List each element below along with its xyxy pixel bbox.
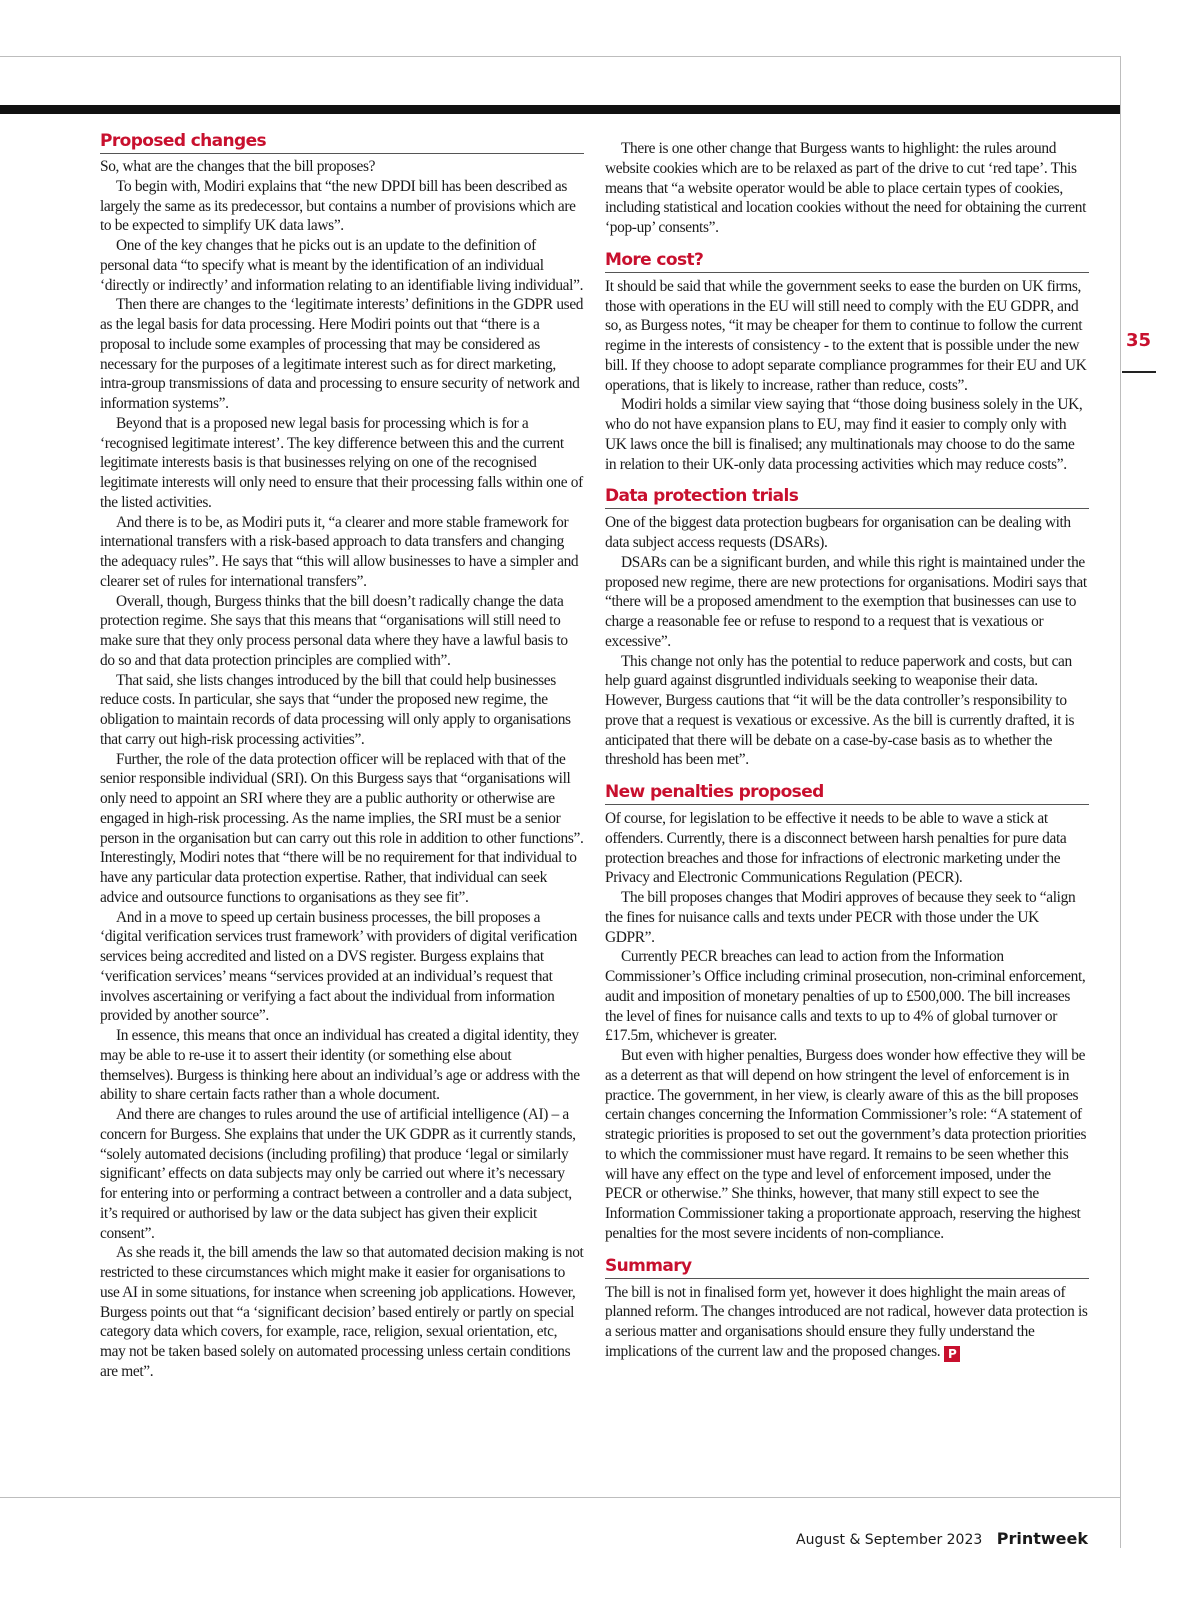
top-hairline <box>0 56 1120 57</box>
article-paragraph: And in a move to speed up certain business processes, the bill proposes a ‘digital verification services trust framework’ with providers of digital verification services being accredited and listed on a DVS register. Burgess explains that ‘verification services’ means “services provided at an individual’s request that involves ascertaining or verifying a fact about the individual from information provided by another source”. <box>100 908 577 1025</box>
bottom-hairline <box>0 1497 1120 1498</box>
article-paragraph: This change not only has the potential to reduce paperwork and costs, but can help guard against disgruntled individuals seeking to weaponise their data. However, Burgess cautions that “it will be the data controller’s responsibility to prove that a request is vexatious or excessive. As the bill is currently drafted, it is anticipated that there will be debate on a case-by-case basis as to whether the threshold has been met”. <box>605 652 1075 769</box>
article-paragraph: It should be said that while the government seeks to ease the burden on UK firms, those with operations in the EU will still need to comply with the EU GDPR, and so, as Burgess notes, “it may be cheaper for them to continue to follow the current regime in the interests of consistency - to the extent that is possible under the new bill. If they choose to adopt separate compliance programmes for their EU and UK operations, that is likely to increase, rather than reduce, costs”. <box>605 277 1087 394</box>
article-paragraph: Then there are changes to the ‘legitimate interests’ definitions in the GDPR used as the legal basis for data processing. Here Modiri points out that “there is a proposal to include some examples of processing that may be considered as necessary for the purposes of a legitimate interest such as for direct marketing, intra-group transmissions of data and processing to ensure security of network and information systems”. <box>100 296 584 412</box>
article-paragraph: So, what are the changes that the bill proposes? <box>100 158 376 175</box>
article-paragraph: But even with higher penalties, Burgess does wonder how effective they will be as a deterrent as that will depend on how stringent the level of enforcement is in practice. The government, in her view, is clearly aware of this as the bill proposes certain changes concerning the Information Commissioner’s role: “A statement of strategic priorities is proposed to set out the government’s data protection priorities to which the commissioner must have regard. It remains to be seen whether this will have any effect on the type and level of enforcement imposed, under the PECR or otherwise.” She thinks, however, that many still expect to see the Information Commissioner taking a proportionate approach, reserving the highest penalties for the most severe incidents of non-compliance. <box>605 1047 1087 1242</box>
page-number-rule <box>1122 371 1156 373</box>
page-number: 35 <box>1126 330 1152 351</box>
publication-name: Printweek <box>996 1529 1088 1548</box>
page-footer <box>796 1529 1088 1548</box>
article-paragraph: One of the biggest data protection bugbears for organisation can be dealing with data subject access requests (DSARs). <box>605 514 1071 551</box>
summary-paragraph <box>605 1283 1089 1362</box>
article-paragraph: Of course, for legislation to be effective it needs to be able to wave a stick at offenders. Currently, there is a disconnect between harsh penalties for pure data protection breaches and those for infractions of electronic marketing under the Privacy and Electronic Communications Regulation (PECR). <box>605 810 1067 887</box>
article-paragraph: Modiri holds a similar view saying that “those doing business solely in the UK, who do not have expansion plans to EU, may find it easier to comply only with UK laws once the bill is finalised; any multinationals may choose to do the same in relation to their UK-only data processing activities which may reduce costs”. <box>605 396 1083 473</box>
section-heading-more-cost: More cost? <box>605 250 1089 273</box>
article-paragraph: Overall, though, Burgess thinks that the bill doesn’t radically change the data protection regime. She says that this means that “organisations will still need to make sure that they only process personal data where they have a lawful basis to do so and that data protection principles are complied with”. <box>100 592 568 669</box>
summary-text: The bill is not in finalised form yet, however it does highlight the main areas of planned reform. The changes introduced are not radical, however data protection is a serious matter and organisations should ensure they fully understand the implications of the current law and the proposed changes. <box>605 1283 1088 1360</box>
left-column <box>100 131 584 1382</box>
section-heading-summary: Summary <box>605 1256 1089 1279</box>
article-paragraph: Further, the role of the data protection officer will be replaced with that of the senior responsible individual (SRI). On this Burgess says that “organisations will only need to appoint an SRI where they are a public authority or otherwise are engaged in high-risk processing. As the name implies, the SRI must be a senior person in the organisation but can carry out this role in addition to other functions”. Interestingly, Modiri notes that “there will be no requirement for that individual to have any particular data protection expertise. Rather, that individual can seek advice and outsource functions to organisations as they see fit”. <box>100 750 584 906</box>
section-heading-proposed-changes: Proposed changes <box>100 131 584 154</box>
end-mark-icon: P <box>944 1346 960 1362</box>
article-paragraph: That said, she lists changes introduced by the bill that could help businesses reduce costs. In particular, she says that “under the proposed new regime, the obligation to maintain records of data processing will only apply to organisations that carry out high-risk processing activities”. <box>100 671 571 748</box>
issue-date: August & September 2023 <box>796 1532 983 1548</box>
article-paragraph: In essence, this means that once an individual has created a digital identity, they may be able to re-use it to assert their identity (or something else about themselves). Burgess is thinking here about an individual’s age or address with the ability to share certain facts rather than a whole document. <box>100 1027 580 1104</box>
right-margin-rule <box>1120 56 1121 1548</box>
article-paragraph: The bill proposes changes that Modiri approves of because they seek to “align the fines for nuisance calls and texts under PECR with those under the UK GDPR”. <box>605 889 1076 946</box>
article-paragraph: One of the key changes that he picks out is an update to the definition of personal data “to specify what is meant by the identification of an individual ‘directly or indirectly’ and information relating to an identifiable living individual”. <box>100 237 584 294</box>
article-paragraph: Currently PECR breaches can lead to action from the Information Commissioner’s Office including criminal prosecution, non-criminal enforcement, audit and imposition of monetary penalties of up to £500,000. The bill increases the level of fines for nuisance calls and texts to up to 4% of global turnover or £17.5m, whichever is greater. <box>605 948 1086 1045</box>
top-black-rule <box>0 105 1120 114</box>
article-paragraph: As she reads it, the bill amends the law so that automated decision making is not restricted to these circumstances which might make it easier for organisations to use AI in some situations, for instance when screening job applications. However, Burgess points out that “a ‘significant decision’ based entirely or partly on special category data which covers, for example, race, religion, sexual orientation, etc, may not be taken based solely on automated processing unless certain conditions are met”. <box>100 1244 584 1380</box>
section-heading-new-penalties: New penalties proposed <box>605 782 1089 805</box>
right-column <box>605 131 1089 1362</box>
article-paragraph: To begin with, Modiri explains that “the new DPDI bill has been described as largely the same as its predecessor, but contains a number of provisions which are to be expected to simplify UK data laws”. <box>100 177 576 235</box>
article-paragraph: There is one other change that Burgess wants to highlight: the rules around website cookies which are to be relaxed as part of the drive to cut ‘red tape’. This means that “a website operator would be able to place certain types of cookies, including statistical and location cookies without the need for obtaining the current ‘pop-up’ consents”. <box>605 140 1086 236</box>
section-heading-data-protection-trials: Data protection trials <box>605 486 1089 509</box>
article-paragraph: And there is to be, as Modiri puts it, “a clearer and more stable framework for international transfers with a risk-based approach to data transfers and changing the adequacy rules”. He says that “this will allow businesses to have a simpler and clearer set of rules for international transfers”. <box>100 513 579 590</box>
article-paragraph: Beyond that is a proposed new legal basis for processing which is for a ‘recognised legitimate interest’. The key difference between this and the current legitimate interests basis is that businesses relying on one of the recognised legitimate interests will only need to ensure that their processing falls within one of the listed activities. <box>100 414 583 511</box>
article-paragraph: And there are changes to rules around the use of artificial intelligence (AI) – a concern for Burgess. She explains that under the UK GDPR as it currently stands, “solely automated decisions (including profiling) that produce ‘legal or similarly significant’ effects on data subjects may only be carried out where it’s necessary for entering into or performing a contract between a controller and a data subject, it’s required or authorised by law or the data subject has given their explicit consent”. <box>100 1106 576 1242</box>
article-paragraph: DSARs can be a significant burden, and while this right is maintained under the proposed new regime, there are new protections for organisations. Modiri says that “there will be a proposed amendment to the exemption that businesses can use to charge a reasonable fee or refuse to respond to a request that is vexatious or excessive”. <box>605 553 1087 650</box>
